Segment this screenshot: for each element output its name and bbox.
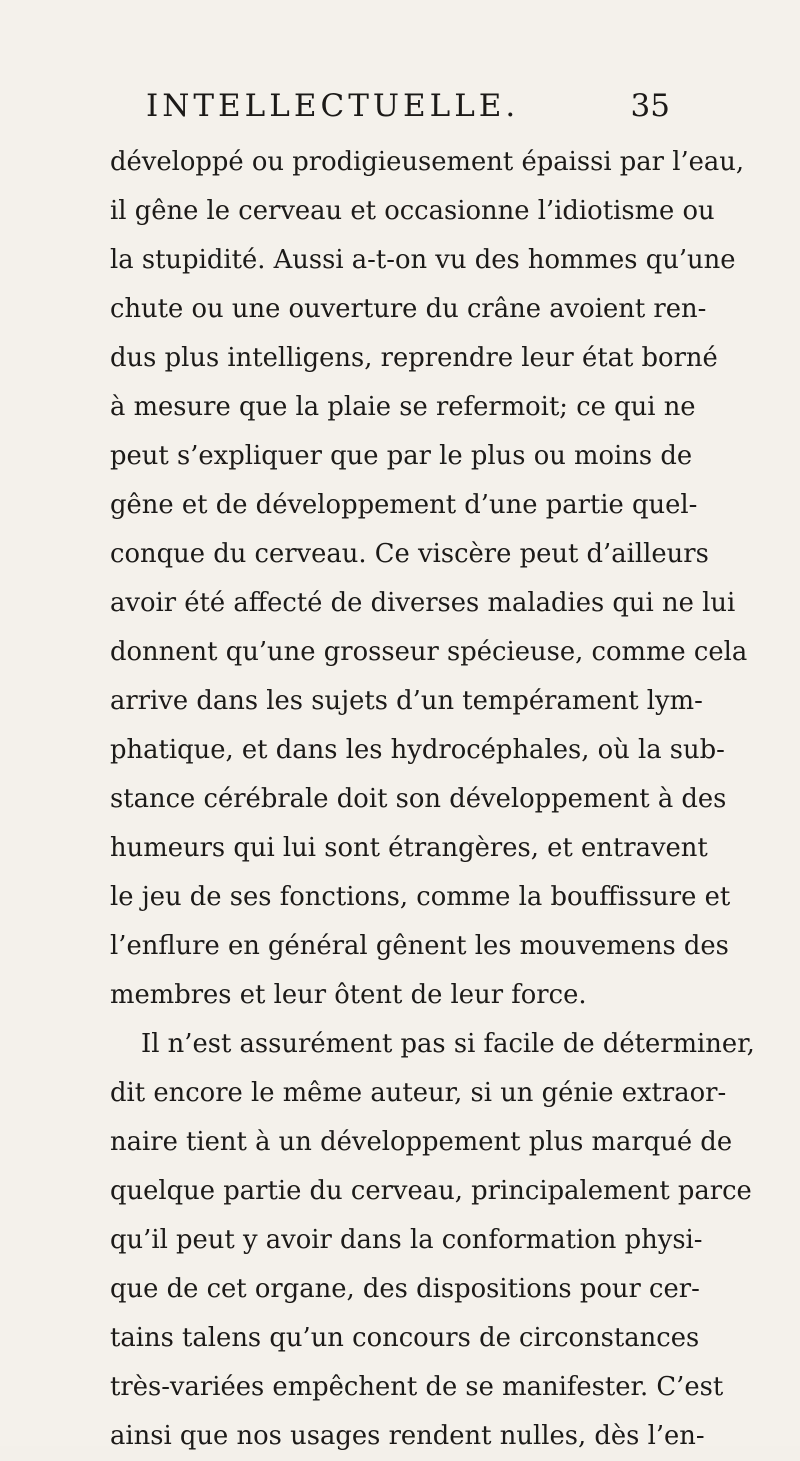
text-line: dus plus intelligens, reprendre leur état borné [110,343,718,373]
text-line: très-variées empêchent de se manifester. C’est [110,1372,724,1402]
text-line: à mesure que la plaie se refermoit; ce qui ne [110,392,696,422]
text-line: avoir été affecté de diverses maladies qui ne lui [110,588,736,618]
text-line: humeurs qui lui sont étrangères, et entravent [110,833,708,863]
text-line: il gêne le cerveau et occasionne l’idiotisme ou [110,196,715,226]
text-line: dit encore le même auteur, si un génie extraor- [110,1078,727,1108]
text-line: donnent qu’une grosseur spécieuse, comme cela [110,637,748,667]
text-line: peut s’expliquer que par le plus ou moins de [110,441,693,471]
text-line: membres et leur ôtent de leur force. [110,980,587,1010]
text-line: développé ou prodigieusement épaissi par l’eau, [110,147,745,177]
text-line: que de cet organe, des dispositions pour cer- [110,1274,700,1304]
text-line: gêne et de développement d’une partie quel- [110,490,698,520]
page-header [110,86,670,126]
text-line: phatique, et dans les hydrocéphales, où la sub- [110,735,725,765]
text-line: l’enflure en général gênent les mouvemens des [110,931,729,961]
text-line: qu’il peut y avoir dans la conformation physi- [110,1225,703,1255]
text-line: tains talens qu’un concours de circonstances [110,1323,700,1353]
text-line: quelque partie du cerveau, principalement parce [110,1176,752,1206]
body-text [110,138,755,1461]
text-line: naire tient à un développement plus marqué de [110,1127,733,1157]
text-line: Il n’est assurément pas si facile de déterminer, [141,1029,755,1059]
text-line: conque du cerveau. Ce viscère peut d’ailleurs [110,539,709,569]
running-title: INTELLECTUELLE. [146,88,520,124]
text-line: arrive dans les sujets d’un tempérament lym- [110,686,703,716]
text-line: la stupidité. Aussi a-t-on vu des hommes qu’une [110,245,736,275]
text-line: ainsi que nos usages rendent nulles, dès l’en- [110,1421,705,1451]
text-line: stance cérébrale doit son développement à des [110,784,727,814]
text-line: chute ou une ouverture du crâne avoient ren- [110,294,707,324]
text-line: le jeu de ses fonctions, comme la bouffissure et [110,882,731,912]
page-number: 35 [630,88,670,124]
